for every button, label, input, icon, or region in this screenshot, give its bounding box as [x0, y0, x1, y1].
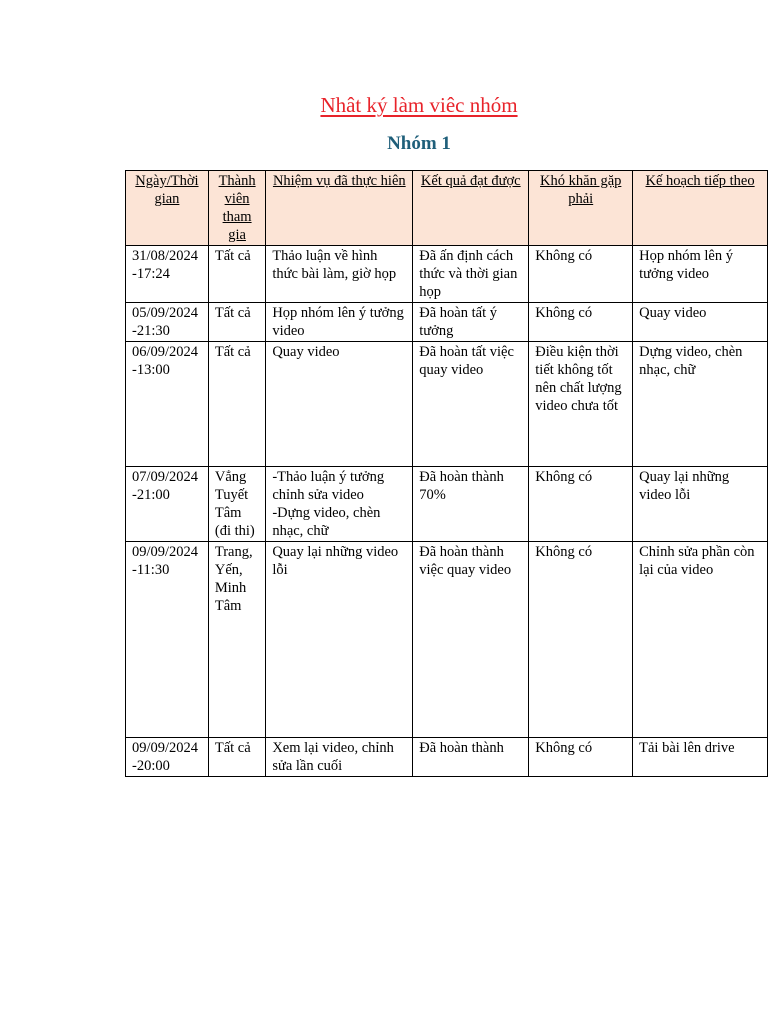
cell-members: Tất cả	[208, 303, 265, 342]
cell-results: Đã hoàn thành việc quay video	[413, 542, 529, 738]
cell-results: Đã hoàn tất ý tưởng	[413, 303, 529, 342]
cell-next-plan: Tải bài lên drive	[633, 738, 768, 777]
cell-date-time: 09/09/2024 -20:00	[126, 738, 209, 777]
cell-members: Tất cả	[208, 246, 265, 303]
group-subtitle: Nhóm 1	[387, 133, 451, 154]
cell-difficulties: Không có	[529, 738, 633, 777]
cell-difficulties: Không có	[529, 542, 633, 738]
cell-results: Đã hoàn thành	[413, 738, 529, 777]
task-line: -Thảo luận ý tưởng chỉnh sửa video	[272, 469, 385, 503]
cell-members: Vẳng Tuyết Tâm (đi thi)	[208, 467, 265, 542]
work-log-table	[125, 170, 768, 777]
table-header-row	[126, 171, 768, 246]
cell-members: Tất cả	[208, 738, 265, 777]
cell-difficulties: Điều kiện thời tiết không tốt nên chất lượng video chưa tốt	[529, 342, 633, 467]
cell-next-plan: Quay video	[633, 303, 768, 342]
table-row	[126, 738, 768, 777]
table-row	[126, 342, 768, 467]
cell-tasks-done: Họp nhóm lên ý tưởng video	[266, 303, 413, 342]
cell-next-plan: Họp nhóm lên ý tưởng video	[633, 246, 768, 303]
cell-date-time: 09/09/2024 -11:30	[126, 542, 209, 738]
cell-members: Tất cả	[208, 342, 265, 467]
cell-date-time: 05/09/2024 -21:30	[126, 303, 209, 342]
header-tasks-done: Nhiệm vụ đã thực hiên	[266, 171, 413, 246]
header-members: Thành viên tham gia	[208, 171, 265, 246]
cell-results: Đã hoàn thành 70%	[413, 467, 529, 542]
cell-tasks-done: Xem lại video, chỉnh sửa lần cuối	[266, 738, 413, 777]
cell-difficulties: Không có	[529, 246, 633, 303]
cell-next-plan: Quay lại những video lỗi	[633, 467, 768, 542]
cell-date-time: 06/09/2024 -13:00	[126, 342, 209, 467]
cell-results: Đã ấn định cách thức và thời gian họp	[413, 246, 529, 303]
task-line: -Dựng video, chèn nhạc, chữ	[272, 505, 381, 539]
table-row	[126, 467, 768, 542]
cell-tasks-done: Quay video	[266, 342, 413, 467]
table-row	[126, 246, 768, 303]
document-title: Nhât ký làm viêc nhóm	[320, 93, 518, 117]
header-next-plan: Kế hoạch tiếp theo	[633, 171, 768, 246]
cell-tasks-done	[266, 467, 413, 542]
cell-date-time: 07/09/2024 -21:00	[126, 467, 209, 542]
cell-tasks-done: Thảo luận về hình thức bài làm, giờ họp	[266, 246, 413, 303]
cell-difficulties: Không có	[529, 467, 633, 542]
cell-results: Đã hoàn tất việc quay video	[413, 342, 529, 467]
cell-next-plan: Dựng video, chèn nhạc, chữ	[633, 342, 768, 467]
cell-members: Trang, Yến, Minh Tâm	[208, 542, 265, 738]
header-results: Kết quả đạt được	[413, 171, 529, 246]
table-row	[126, 542, 768, 738]
cell-tasks-done: Quay lại những video lỗi	[266, 542, 413, 738]
table-row	[126, 303, 768, 342]
header-date-time: Ngày/Thời gian	[126, 171, 209, 246]
cell-difficulties: Không có	[529, 303, 633, 342]
header-difficulties: Khó khăn gặp phải	[529, 171, 633, 246]
cell-date-time: 31/08/2024 -17:24	[126, 246, 209, 303]
cell-next-plan: Chỉnh sửa phần còn lại của video	[633, 542, 768, 738]
